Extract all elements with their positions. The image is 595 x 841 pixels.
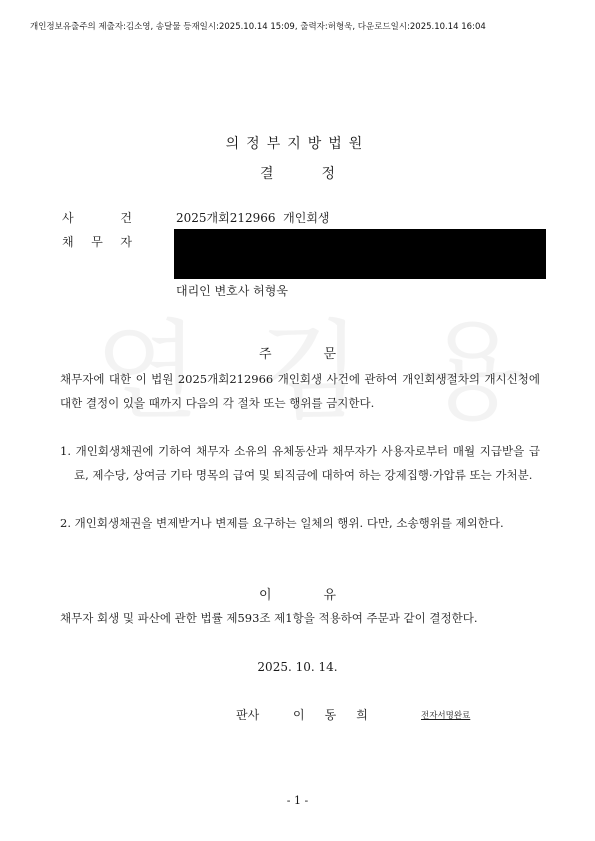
debtor-label-char: 무 — [91, 235, 103, 249]
redacted-debtor-info — [174, 229, 546, 279]
judge-title: 판사 — [236, 708, 260, 722]
decision-date: 2025. 10. 14. — [257, 660, 338, 674]
judge-signature-line — [236, 706, 388, 723]
download-header: 개인정보유출주의 제출자:김소영, 송달물 등재일시:2025.10.14 15:09, 출력자:허형욱, 다운로드일시:2025.10.14 16:04 — [30, 22, 486, 32]
case-label-char: 사 — [62, 211, 74, 225]
order-item-2: 2. 개인회생채권을 변제받거나 변제를 요구하는 일체의 행위. 다만, 소송행위를 제외한다. — [60, 516, 504, 530]
court-name: 의정부지방법원 — [225, 136, 370, 152]
order-section-title: 주문 — [258, 347, 389, 362]
debtor-label-char: 채 — [62, 235, 74, 249]
case-value: 2025개회212966 개인회생 — [176, 211, 330, 225]
page-number: - 1 - — [286, 794, 309, 807]
debtor-agent: 대리인 변호사 허형욱 — [176, 284, 288, 298]
e-signature-mark: 전자서명완료 — [421, 711, 471, 721]
judge-name: 이동희 — [293, 708, 388, 722]
case-label-char: 건 — [120, 211, 132, 225]
document-type-title: 결정 — [259, 166, 384, 182]
debtor-label-char: 자 — [120, 235, 132, 249]
watermark — [95, 285, 537, 440]
order-item-1: 1. 개인회생채권에 기하여 채무자 소유의 유체동산과 채무자가 사용자로부터 매월 지급받을 급료, 제수당, 상여금 기타 명목의 급여 및 퇴직금에 대하여 하는 강제집행·가압류 또는 가처분. — [60, 444, 540, 482]
case-label — [62, 209, 132, 226]
reason-text: 채무자 회생 및 파산에 관한 법률 제593조 제1항을 적용하여 주문과 같이 결정한다. — [60, 611, 478, 625]
debtor-label — [62, 233, 132, 250]
reason-section-title: 이유 — [258, 588, 389, 603]
order-intro-text: 채무자에 대한 이 법원 2025개회212966 개인회생 사건에 관하여 개인회생절차의 개시신청에 대한 결정이 있을 때까지 다음의 각 절차 또는 행위를 금지한다. — [60, 372, 540, 410]
